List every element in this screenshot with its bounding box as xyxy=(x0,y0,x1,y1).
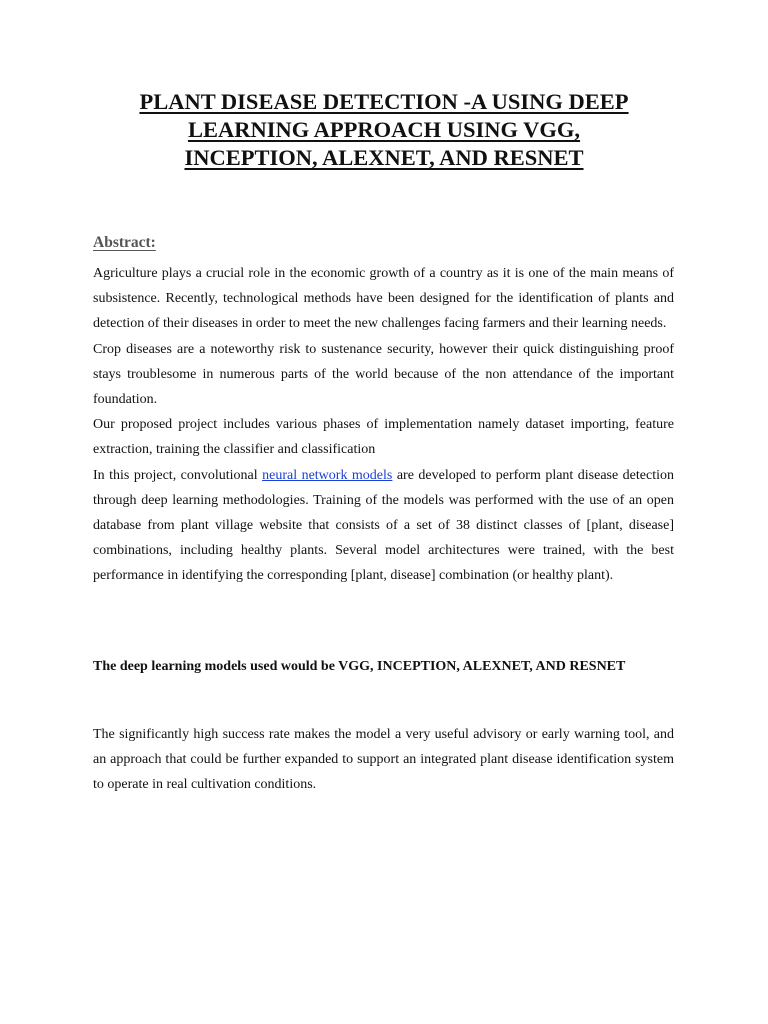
conclusion-block xyxy=(93,722,674,798)
document-title xyxy=(70,88,698,172)
title-line-3: INCEPTION, ALEXNET, AND RESNET xyxy=(184,145,584,170)
abstract-body xyxy=(93,261,674,589)
paragraph-crop-diseases: Crop diseases are a noteworthy risk to sustenance security, however their quick distinguishing proof stays troublesome in numerous parts of the world because of the non attendance of the important foundation. xyxy=(93,341,674,408)
paragraph-this-project-rest: are developed to perform plant disease detection through deep learning methodologies. Training of the models was performed with the use of an open database from plant village website that consists of a set of 38 distinct classes of [plant, disease] combinations, including healthy plants. Several model architectures were trained, with the best performance in identifying the corresponding [plant, disease] combination (or healthy plant). xyxy=(93,467,674,584)
paragraph-success-rate: The significantly high success rate makes the model a very useful advisory or early warning tool, and an approach that could be further expanded to support an integrated plant disease identification system to operate in real cultivation conditions. xyxy=(93,727,674,793)
title-line-1: PLANT DISEASE DETECTION -A USING DEEP xyxy=(139,89,629,114)
paragraph-this-project xyxy=(93,463,674,589)
title-line-2: LEARNING APPROACH USING VGG, xyxy=(187,117,581,142)
paragraph-this-project-lead: In this project, convolutional xyxy=(93,467,263,483)
models-statement xyxy=(93,654,674,679)
abstract-heading: Abstract: xyxy=(93,234,156,251)
paragraph-agriculture: Agriculture plays a crucial role in the economic growth of a country as it is one of the main means of subsistence. Recently, technological methods have been designed for the identification of plants and detection of their diseases in order to meet the new challenges facing farmers and their learning needs. xyxy=(93,266,674,332)
neural-network-models-link[interactable]: neural network models xyxy=(262,467,393,483)
paragraph-models-used: The deep learning models used would be VGG, INCEPTION, ALEXNET, AND RESNET xyxy=(93,659,626,674)
paragraph-proposed-project: Our proposed project includes various phases of implementation namely dataset importing, feature extraction, training the classifier and classification xyxy=(93,417,674,458)
